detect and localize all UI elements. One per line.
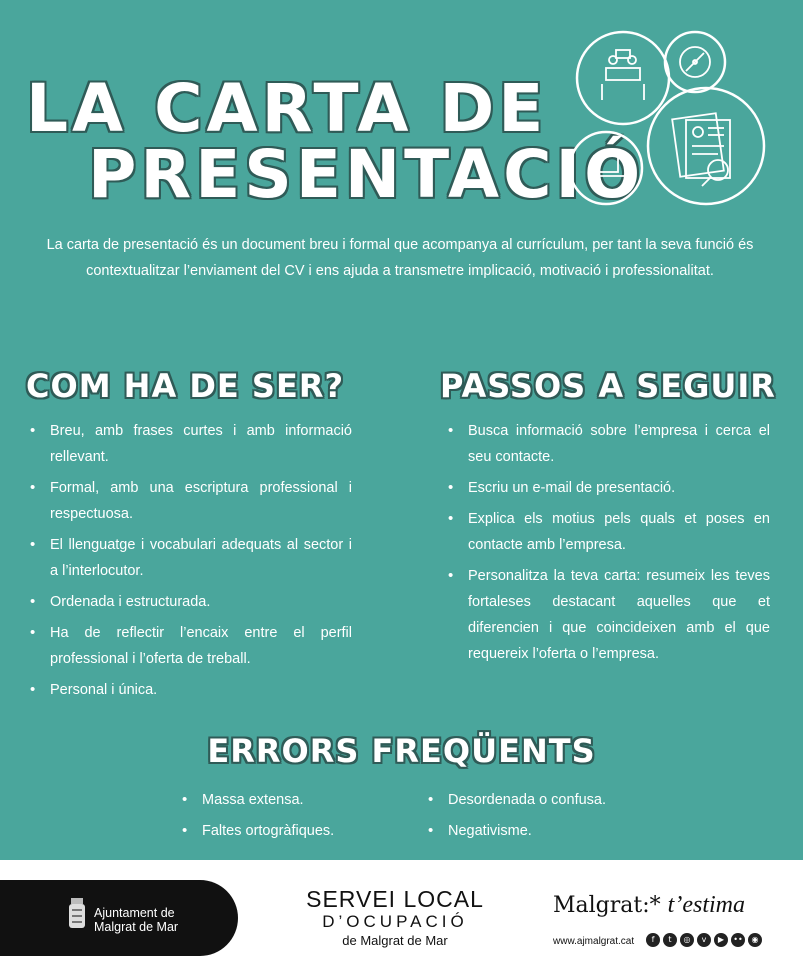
servei-line-1: SERVEI LOCAL	[306, 886, 484, 912]
intro-text: La carta de presentació és un document breu i formal que acompanya al currículum, per tant la seva funció és contextualitzar l’enviament del CV i ens ajuda a transmetre implicació, motivació i professionalitat.	[46, 237, 754, 279]
brand-name: Malgrat	[553, 893, 643, 918]
malgrat-brand-logo	[553, 892, 745, 919]
instagram-icon[interactable]: ◎	[680, 933, 694, 947]
list-item: • Ha de reflectir l’encaix entre el perfil professional i l’oferta de treball.	[26, 620, 352, 672]
coat-of-arms-icon	[66, 898, 88, 938]
twitter-icon[interactable]: t	[663, 933, 677, 947]
list-item: • Desordenada o confusa.	[424, 787, 664, 813]
meeting-icon	[602, 50, 644, 100]
youtube-icon[interactable]: ▶	[714, 933, 728, 947]
com-ha-de-ser-list	[26, 418, 352, 708]
list-item: • Negativisme.	[424, 818, 664, 844]
list-item: • Massa extensa.	[178, 787, 398, 813]
com-ha-de-ser-title: COM HA DE SER?	[26, 367, 345, 405]
servei-line-2: D’OCUPACIÓ	[322, 912, 468, 931]
other-icon[interactable]: ◉	[748, 933, 762, 947]
ajuntament-line-2: Malgrat de Mar	[94, 920, 179, 934]
errors-list-left	[178, 787, 398, 849]
list-item: • Personal i única.	[26, 677, 352, 703]
list-item: • Personalitza la teva carta: resumeix les teves fortaleses destacant aquelles que et diferencien i que coincideixen amb el que requereix l’oferta o l’empresa.	[444, 563, 770, 667]
passos-a-seguir-list	[444, 418, 770, 672]
list-item: • Escriu un e-mail de presentació.	[444, 475, 770, 501]
list-item: • El llenguatge i vocabulari adequats al sector i a l’interlocutor.	[26, 532, 352, 584]
list-item: • Faltes ortogràfiques.	[178, 818, 398, 844]
facebook-icon[interactable]: f	[646, 933, 660, 947]
vimeo-icon[interactable]: v	[697, 933, 711, 947]
list-item: • Ordenada i estructurada.	[26, 589, 352, 615]
servei-line-3: de Malgrat de Mar	[342, 933, 448, 948]
main-title	[26, 70, 645, 213]
footer	[0, 860, 803, 958]
passos-a-seguir-title: PASSOS A SEGUIR	[440, 367, 776, 405]
servei-local-logo	[290, 886, 500, 950]
errors-frequents-title: ERRORS FREQÜENTS	[207, 732, 596, 770]
laptop-icon	[588, 156, 624, 176]
cv-document-icon	[672, 113, 730, 186]
ajuntament-logo	[0, 880, 238, 956]
list-item: • Breu, amb frases curtes i amb informació rellevant.	[26, 418, 352, 470]
hero-illustration-icon	[568, 28, 768, 218]
errors-list-right	[424, 787, 664, 849]
flickr-icon[interactable]: ••	[731, 933, 745, 947]
brand-tagline: t’estima	[667, 892, 745, 918]
compass-icon	[680, 47, 710, 77]
list-item: • Formal, amb una escriptura professional i respectuosa.	[26, 475, 352, 527]
title-line-2: PRESENTACIÓ	[88, 136, 645, 213]
website-link[interactable]: www.ajmalgrat.cat	[553, 936, 635, 947]
title-line-1: LA CARTA DE	[26, 70, 548, 147]
list-item: • Busca informació sobre l’empresa i cerca el seu contacte.	[444, 418, 770, 470]
brand-mark: :*	[642, 893, 661, 918]
list-item: • Explica els motius pels quals et poses en contacte amb l’empresa.	[444, 506, 770, 558]
social-icons	[646, 933, 762, 947]
ajuntament-line-1: Ajuntament de	[94, 906, 175, 920]
